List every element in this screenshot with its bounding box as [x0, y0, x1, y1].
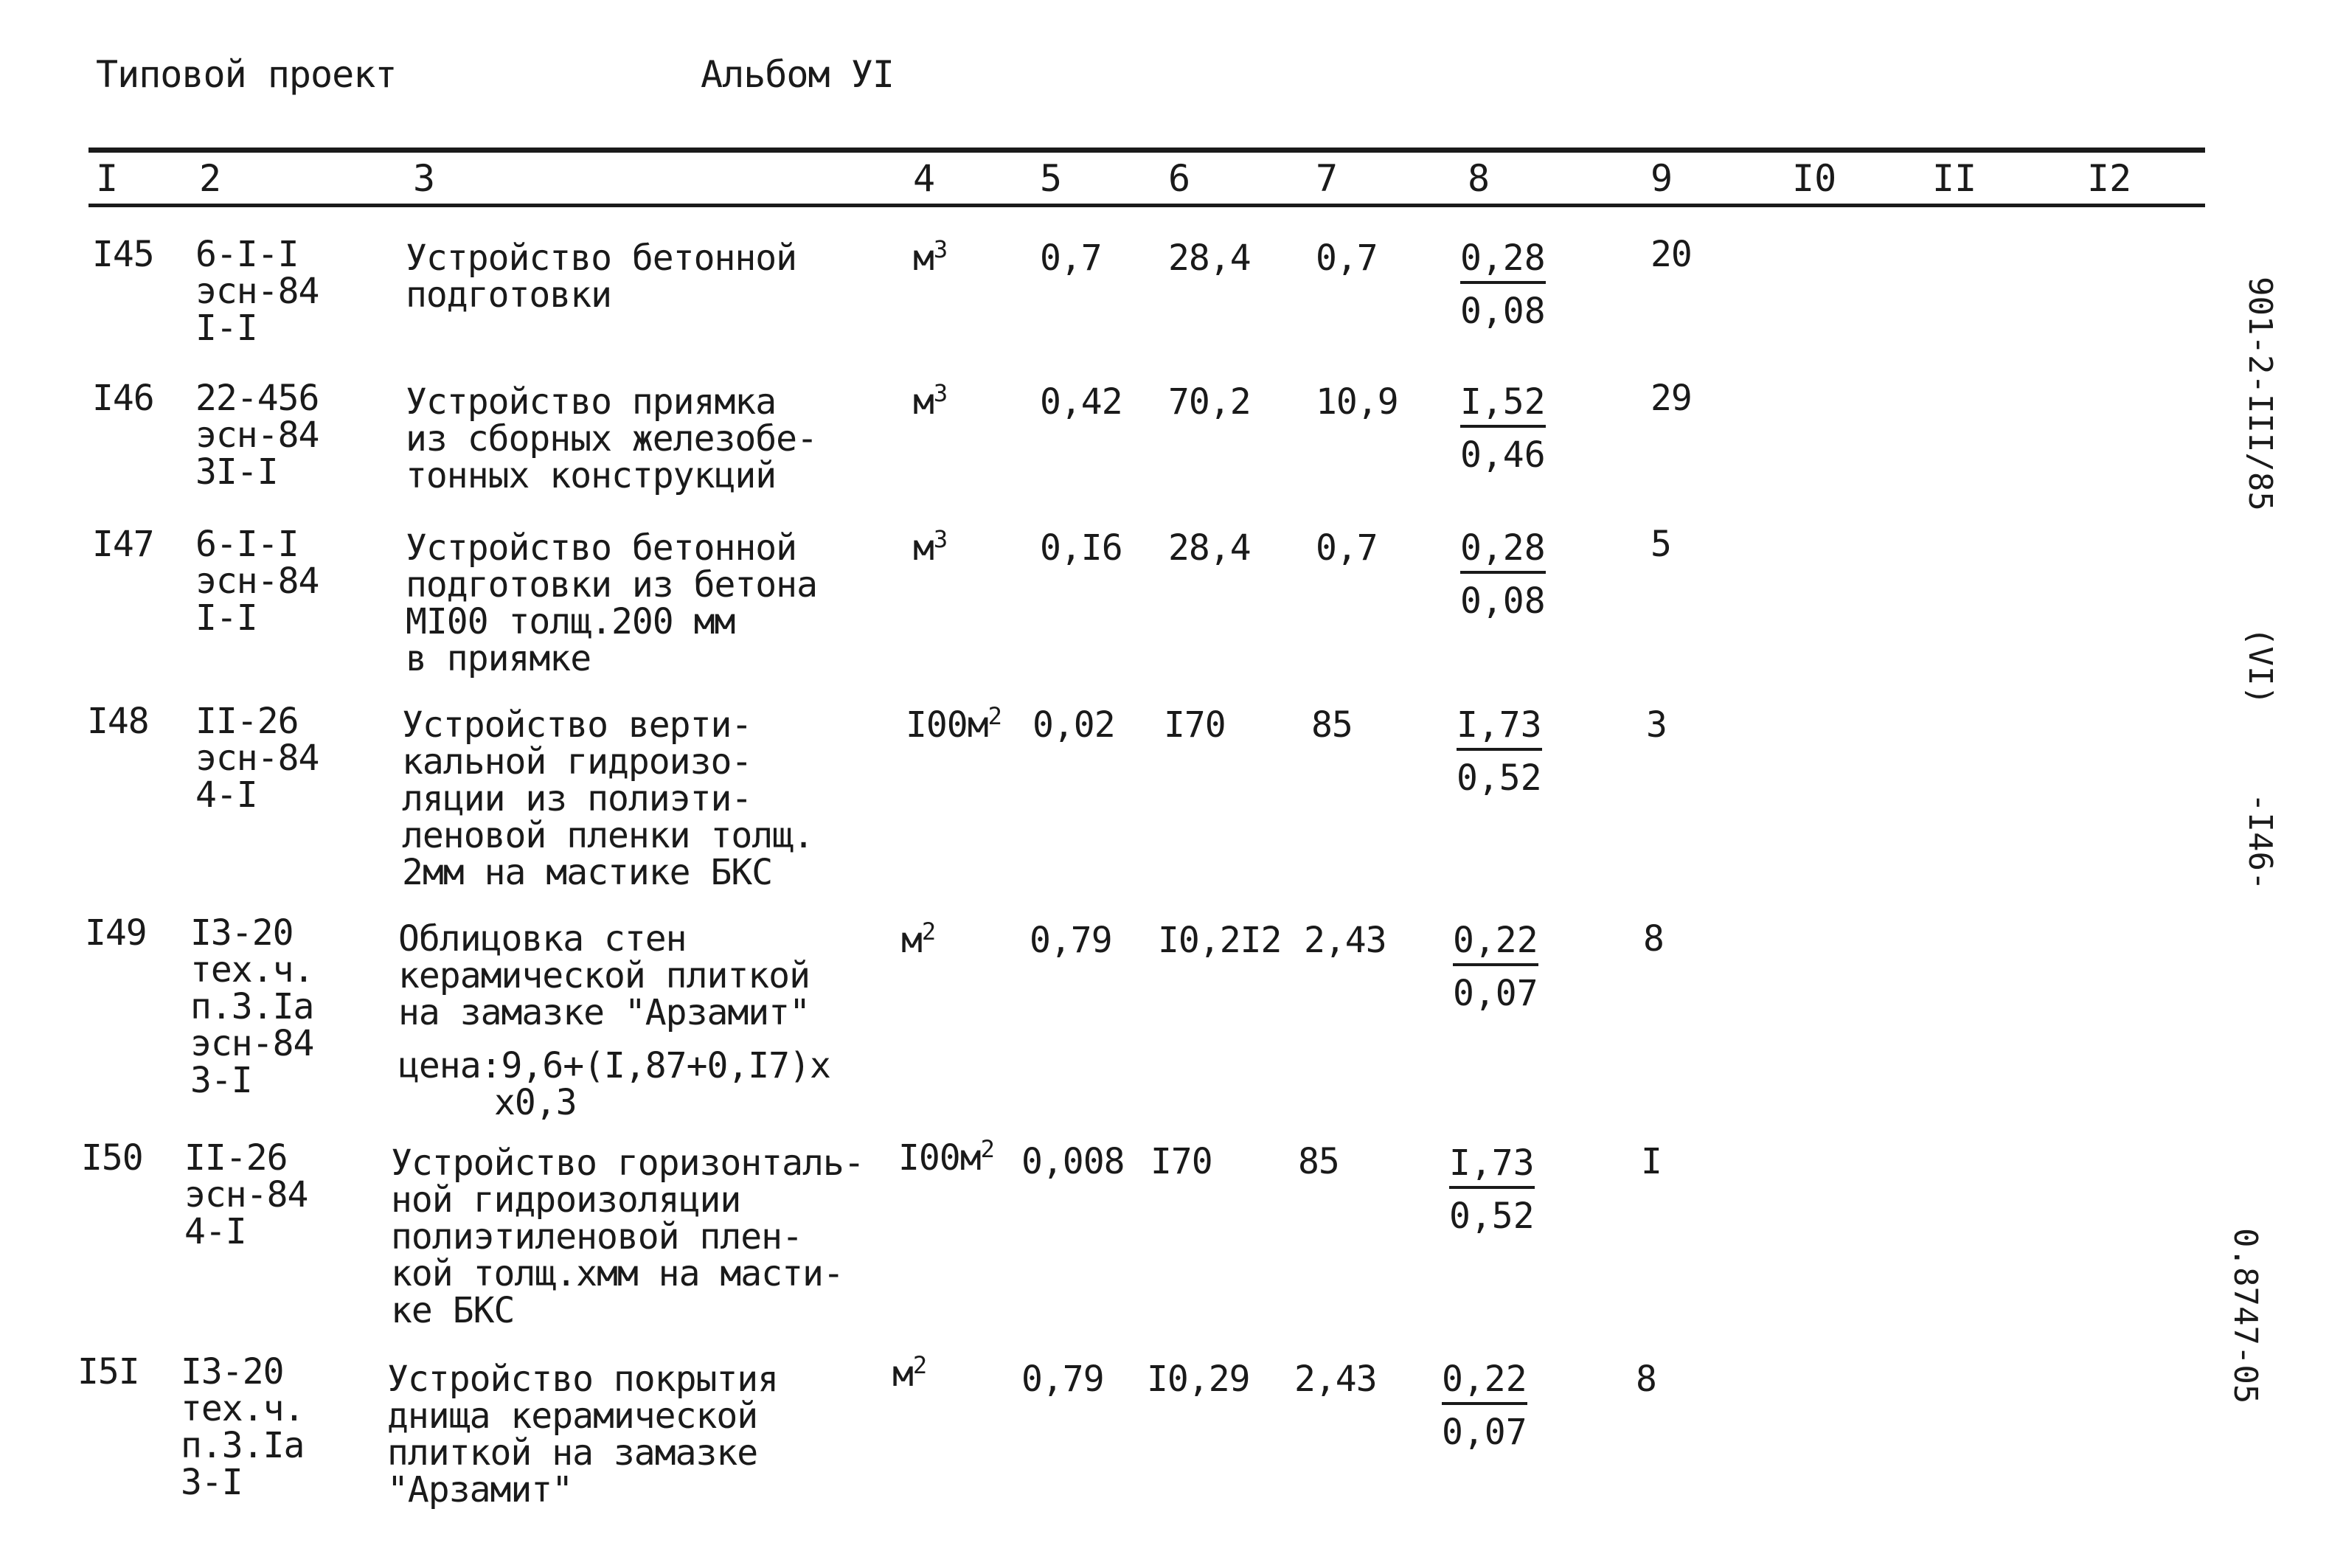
quantity: 0,79	[1021, 1359, 1104, 1400]
unit-cost: 28,4	[1168, 527, 1251, 569]
unit: $I00м^2$	[898, 1135, 994, 1179]
quantity: 0,008	[1021, 1141, 1125, 1182]
column-7-value: 85	[1298, 1141, 1339, 1182]
unit: $м^3$	[913, 235, 948, 279]
col-header-9: 9	[1650, 157, 1673, 200]
col-header-2: 2	[199, 157, 222, 200]
fraction-value: $\frac{0,22}{0,07}$	[1442, 1359, 1527, 1453]
column-7-value: 85	[1311, 704, 1353, 746]
col-header-1: I	[96, 157, 119, 200]
margin-stamp-number: 0.8747-05	[2226, 1228, 2264, 1404]
col-header-5: 5	[1040, 157, 1063, 200]
work-description: Устройство покрытия днища керамической плиткой на замазке "Арзамит"	[387, 1359, 779, 1510]
rate-code: 6-I-I эсн-84 I-I	[195, 524, 319, 639]
unit-cost: I0,2I2	[1158, 920, 1282, 961]
fraction-value: $\frac{0,28}{0,08}$	[1460, 237, 1546, 332]
rate-code: 22-456 эсн-84 3I-I	[195, 378, 319, 493]
row-number: I45	[92, 234, 154, 275]
col-header-12: I2	[2087, 157, 2132, 200]
fraction-value: $\frac{I,73}{0,52}$	[1457, 704, 1542, 799]
quantity: 0,7	[1040, 237, 1102, 279]
fraction-value: $\frac{0,28}{0,08}$	[1460, 527, 1546, 622]
column-7-value: 2,43	[1294, 1359, 1377, 1400]
row-number: I48	[87, 701, 149, 742]
unit: $м^3$	[913, 379, 948, 423]
work-description: Устройство бетонной подготовки из бетона МI00 толщ.200 мм в приямке	[406, 527, 817, 679]
quantity: 0,42	[1040, 381, 1122, 423]
unit: $м^3$	[913, 525, 948, 569]
work-description: Устройство приямка из сборных железобе- тонных конструкций	[406, 381, 817, 496]
fraction-value: $\frac{I,52}{0,46}$	[1460, 381, 1546, 476]
col-header-3: 3	[413, 157, 436, 200]
column-9-value: 3	[1646, 704, 1667, 746]
row-number: I47	[92, 524, 154, 565]
fraction-value: $\frac{0,22}{0,07}$	[1453, 920, 1538, 1014]
unit-cost: I70	[1164, 704, 1226, 746]
unit-cost: I70	[1150, 1141, 1212, 1182]
margin-document-code: 901-2-III/85	[2241, 277, 2279, 511]
col-header-10: I0	[1792, 157, 1837, 200]
unit-cost: I0,29	[1147, 1359, 1250, 1400]
row-number: I5I	[77, 1351, 139, 1392]
unit: $м^2$	[901, 917, 936, 961]
col-header-6: 6	[1168, 157, 1191, 200]
col-header-8: 8	[1468, 157, 1490, 200]
column-9-value: I	[1641, 1141, 1662, 1182]
col-header-11: II	[1932, 157, 1977, 200]
row-number: I50	[81, 1137, 143, 1179]
col-header-7: 7	[1316, 157, 1339, 200]
column-9-value: 8	[1636, 1359, 1656, 1400]
quantity: 0,I6	[1040, 527, 1122, 569]
unit-cost: 28,4	[1168, 237, 1251, 279]
unit: $I00м^2$	[906, 702, 1002, 746]
column-7-value: 0,7	[1316, 527, 1378, 569]
row-number: I46	[92, 378, 154, 419]
rate-code: II-26 эсн-84 4-I	[195, 701, 319, 816]
column-7-value: 2,43	[1304, 920, 1386, 961]
quantity: 0,02	[1032, 704, 1115, 746]
header-album: Альбом УI	[701, 53, 894, 96]
rate-code: 6-I-I эсн-84 I-I	[195, 234, 319, 349]
column-9-value: 20	[1650, 234, 1692, 275]
fraction-value: $\frac{I,73}{0,52}$	[1449, 1142, 1535, 1237]
row-number: I49	[85, 912, 147, 954]
rate-code: I3-20 тех.ч. п.3.Iа эсн-84 3-I	[190, 912, 314, 1101]
header-project: Типовой проект	[96, 53, 397, 96]
margin-page-number: -I46-	[2241, 793, 2279, 891]
unit: $м^2$	[892, 1351, 927, 1395]
column-9-value: 29	[1650, 378, 1692, 419]
column-7-value: 10,9	[1316, 381, 1398, 423]
work-description: Устройство бетонной подготовки	[406, 237, 797, 316]
header-rule	[88, 204, 2205, 207]
work-description: Облицовка стен керамической плиткой на замазке "Арзамит" цена:9,6+(I,87+0,I7)x x0,3	[398, 918, 830, 1123]
column-9-value: 8	[1643, 918, 1664, 960]
unit-cost: 70,2	[1168, 381, 1251, 423]
table-top-rule	[88, 148, 2205, 153]
quantity: 0,79	[1030, 920, 1112, 961]
margin-album-number: (VI)	[2241, 627, 2279, 705]
rate-code: I3-20 тех.ч. п.3.Iа 3-I	[181, 1351, 305, 1503]
work-description: Устройство верти- кальной гидроизо- ляции из полиэти- леновой пленки толщ. 2мм на мастике БКС	[402, 704, 813, 893]
work-description: Устройство горизонталь- ной гидроизоляции полиэтиленовой плен- кой толщ.хмм на масти- ке БКС	[391, 1142, 864, 1331]
column-9-value: 5	[1650, 524, 1671, 565]
col-header-4: 4	[913, 157, 936, 200]
column-7-value: 0,7	[1316, 237, 1378, 279]
rate-code: II-26 эсн-84 4-I	[184, 1137, 308, 1252]
